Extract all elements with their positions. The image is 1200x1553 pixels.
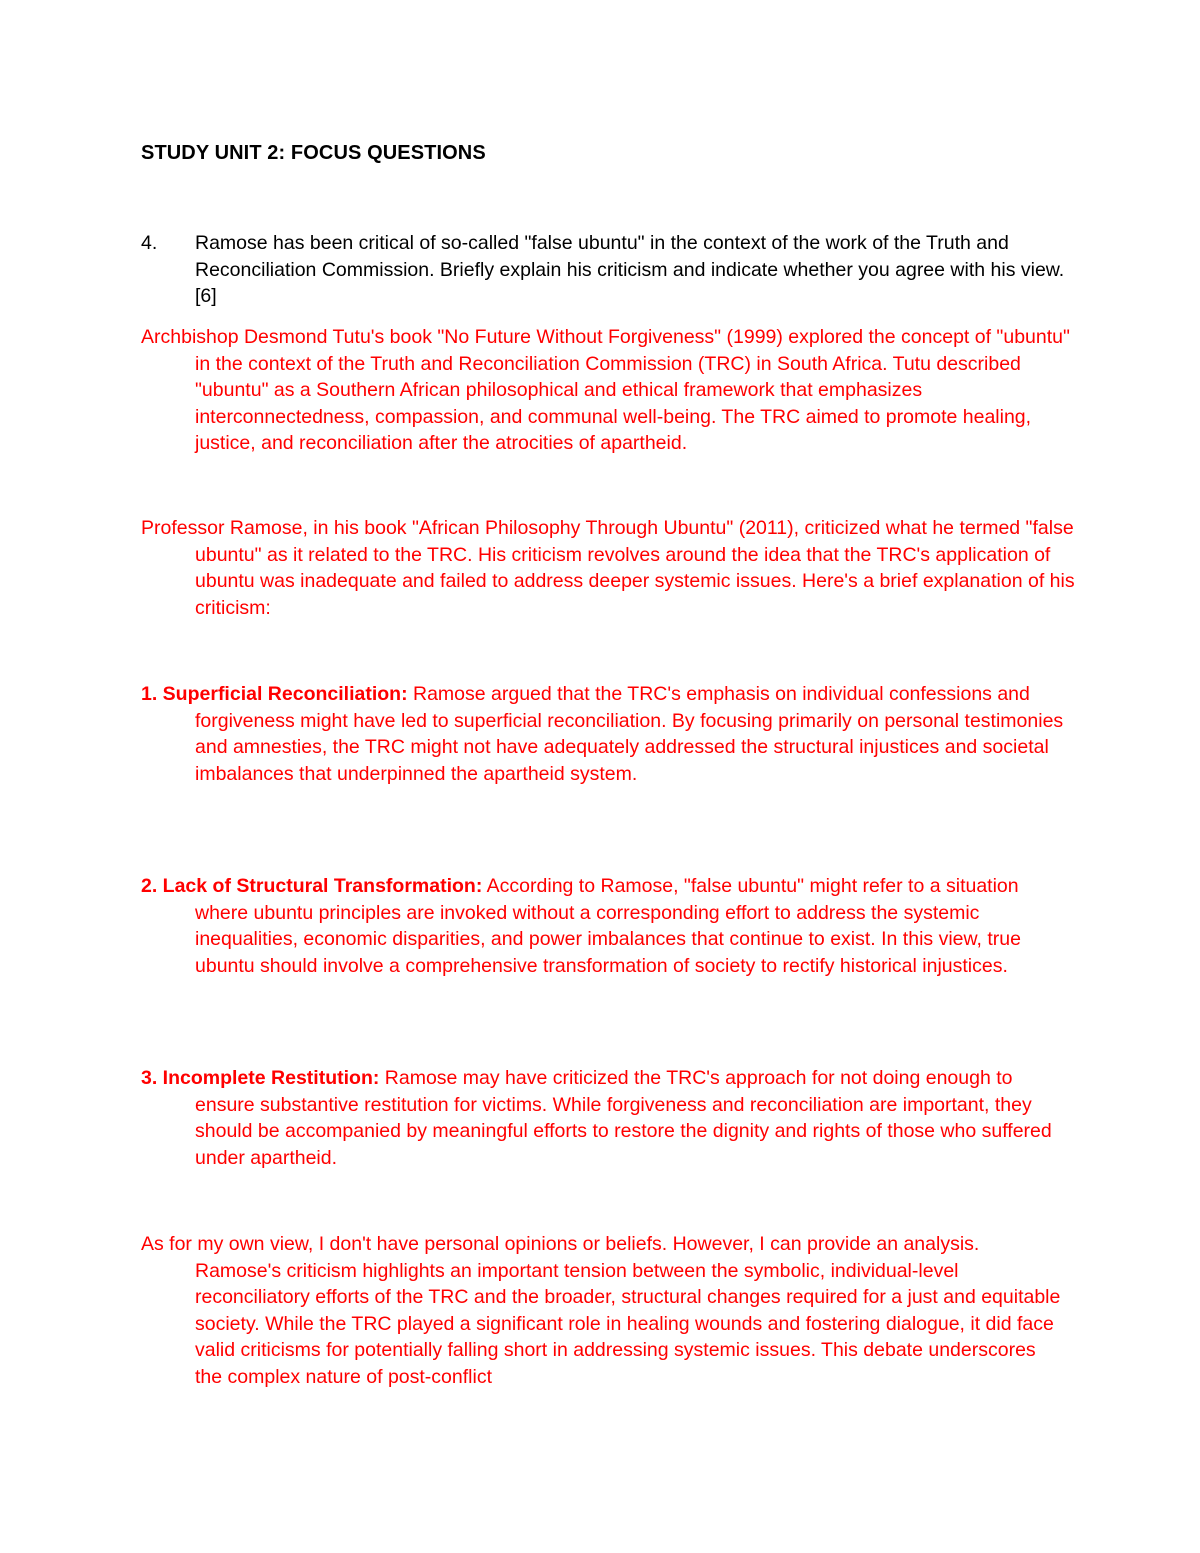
criticism-point-1	[141, 681, 1076, 787]
focus-question-4	[141, 230, 1071, 310]
answer-own-view-paragraph: As for my own view, I don't have personal opinions or beliefs. However, I can provide an analysis. Ramose's criticism highlights an important tension between the symbolic, individual-level reconciliatory efforts of the TRC and the broader, structural changes required for a just and equitable society. While the TRC played a significant role in healing wounds and fostering dialogue, it did face valid criticisms for potentially falling short in addressing systemic issues. This debate underscores the complex nature of post-conflict	[141, 1233, 1061, 1388]
criticism-point-1-term: 1. Superficial Reconciliation:	[141, 683, 408, 705]
criticism-point-2-text: According to Ramose, "false ubuntu" might refer to a situation where ubuntu principles are invoked without a corresponding effort to address the systemic inequalities, economic disparities, and power imbalances that continue to exist. In this view, true ubuntu should involve a comprehensive transformation of society to rectify historical injustices.	[195, 875, 1021, 977]
criticism-point-2	[141, 873, 1076, 979]
criticism-point-3-text: Ramose may have criticized the TRC's approach for not doing enough to ensure substantive restitution for victims. While forgiveness and reconciliation are important, they should be accompanied by meaningful efforts to restore the dignity and rights of those who suffered under apartheid.	[195, 1067, 1052, 1169]
question-number: 4.	[141, 232, 158, 254]
criticism-point-3	[141, 1065, 1076, 1171]
answer-ramose-paragraph: Professor Ramose, in his book "African Philosophy Through Ubuntu" (2011), criticized what he termed "false ubuntu" as it related to the TRC. His criticism revolves around the idea that the TRC's application of ubuntu was inadequate and failed to address deeper systemic issues. Here's a brief explanation of his criticism:	[141, 517, 1075, 619]
answer-intro-paragraph: Archbishop Desmond Tutu's book "No Future Without Forgiveness" (1999) explored the concept of "ubuntu" in the context of the Truth and Reconciliation Commission (TRC) in South Africa. Tutu described "ubuntu" as a Southern African philosophical and ethical framework that emphasizes interconnectedness, compassion, and communal well-being. The TRC aimed to promote healing, justice, and reconciliation after the atrocities of apartheid.	[141, 326, 1070, 454]
question-text: Ramose has been critical of so-called "false ubuntu" in the context of the work of the Truth and Reconciliation Commission. Briefly explain his criticism and indicate whether you agree with his view. [6]	[195, 232, 1065, 307]
criticism-point-3-term: 3. Incomplete Restitution:	[141, 1067, 380, 1089]
criticism-point-1-text: Ramose argued that the TRC's emphasis on individual confessions and forgiveness might have led to superficial reconciliation. By focusing primarily on personal testimonies and amnesties, the TRC might not have adequately addressed the structural injustices and societal imbalances that underpinned the apartheid system.	[195, 683, 1064, 785]
criticism-point-2-term: 2. Lack of Structural Transformation:	[141, 875, 483, 897]
page-heading: STUDY UNIT 2: FOCUS QUESTIONS	[141, 142, 486, 164]
